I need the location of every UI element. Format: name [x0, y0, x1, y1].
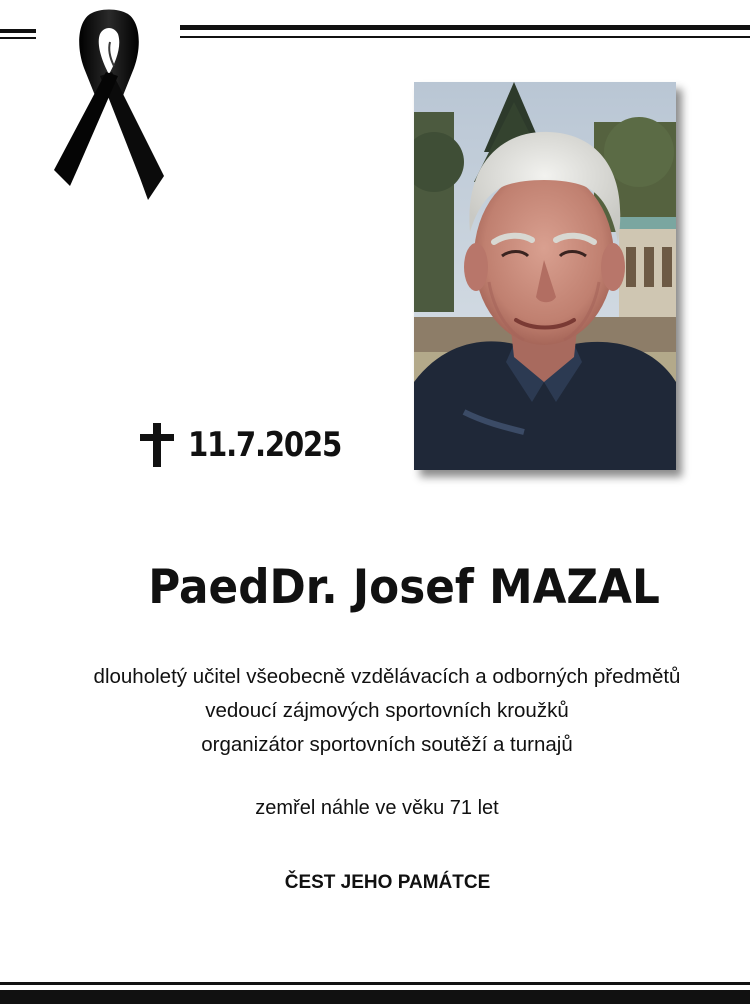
top-border-right-thin — [180, 36, 750, 38]
top-border-left-thin — [0, 37, 36, 39]
role-line: organizátor sportovních soutěží a turnajů — [201, 733, 573, 756]
bottom-border-thick — [0, 990, 750, 1004]
role-line: dlouholetý učitel všeobecně vzdělávacích a odborných předmětů — [93, 665, 681, 688]
roles-list — [0, 660, 750, 762]
cross-icon — [140, 423, 174, 467]
death-date-text: 11.7.2025 — [188, 425, 342, 465]
top-border-right-thick — [180, 25, 750, 30]
mourning-ribbon-icon — [48, 6, 170, 202]
portrait-photo — [414, 82, 676, 470]
age-line: zemřel náhle ve věku 71 let — [255, 797, 499, 819]
death-date — [140, 420, 366, 470]
closing-tribute: ČEST JEHO PAMÁTCE — [284, 872, 491, 893]
bottom-border-thin — [0, 982, 750, 985]
role-line: vedoucí zájmových sportovních kroužků — [205, 699, 569, 722]
deceased-name: PaedDr. Josef MAZAL — [148, 560, 660, 615]
top-border-left-thick — [0, 29, 36, 33]
